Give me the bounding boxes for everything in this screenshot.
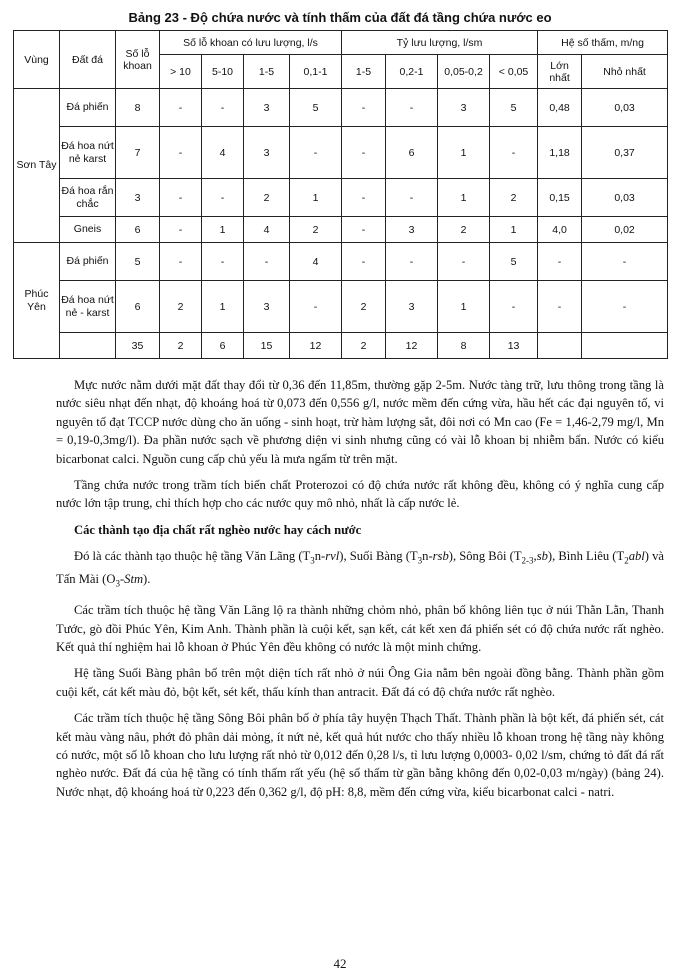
value-cell: 1	[490, 217, 538, 243]
value-cell: 8	[116, 89, 160, 127]
value-cell: 3	[244, 281, 290, 333]
value-cell: 1	[438, 179, 490, 217]
value-cell: 2	[438, 217, 490, 243]
total-cell: 6	[202, 333, 244, 359]
value-cell: 5	[290, 89, 342, 127]
rock-cell: Gneis	[60, 217, 116, 243]
value-cell: 3	[386, 217, 438, 243]
value-cell: -	[160, 89, 202, 127]
header-flow-sub: 1-5	[244, 55, 290, 89]
total-cell: 2	[342, 333, 386, 359]
value-cell: -	[342, 243, 386, 281]
value-cell: -	[342, 127, 386, 179]
value-cell: 7	[116, 127, 160, 179]
header-flow-sub: 5-10	[202, 55, 244, 89]
value-cell: -	[342, 217, 386, 243]
value-cell: -	[290, 281, 342, 333]
data-table	[13, 30, 668, 359]
value-cell: 3	[116, 179, 160, 217]
value-cell: 4	[202, 127, 244, 179]
value-cell: -	[160, 243, 202, 281]
value-cell: -	[582, 281, 668, 333]
value-cell: -	[490, 281, 538, 333]
value-cell: -	[582, 243, 668, 281]
table-row	[14, 89, 668, 127]
value-cell: 2	[342, 281, 386, 333]
header-flow-sub: 0,1-1	[290, 55, 342, 89]
header-flow-sub: > 10	[160, 55, 202, 89]
paragraph-formations: Đó là các thành tạo thuộc hệ tầng Văn Lãng $(T_3n-rvl)$, Suối Bàng $(T_3n-rsb)$, Sông Bôi $(T_{2-3},sb)$, Bình Liêu $(T_2abl)$ và Tấn Mài $(O_3-Stm)$.	[56, 549, 665, 589]
table-row	[14, 281, 668, 333]
value-cell: -	[342, 89, 386, 127]
value-cell: 6	[116, 281, 160, 333]
value-cell: -	[202, 179, 244, 217]
total-cell	[538, 333, 582, 359]
header-specific-sub: 0,2-1	[386, 55, 438, 89]
value-cell: 0,03	[582, 89, 668, 127]
rock-cell: Đá hoa nứt nẻ - karst	[60, 281, 116, 333]
total-cell: 12	[386, 333, 438, 359]
paragraph: Hệ tầng Suối Bàng phân bố trên một diện tích rất nhỏ ở núi Ông Gia nằm bên ngoài đồng bằng. Thành phần gồm cuội kết, cát kết màu đỏ, bột kết, sét kết, thấu kính than antracit. Đất đá có độ chứa nước rất nghèo.	[56, 666, 664, 699]
value-cell: 2	[160, 281, 202, 333]
value-cell: -	[538, 281, 582, 333]
value-cell: 0,02	[582, 217, 668, 243]
table-row	[14, 179, 668, 217]
rock-cell: Đá phiến	[60, 89, 116, 127]
paragraph: Tầng chứa nước trong trầm tích biến chất Proterozoi có độ chứa nước rất không đều, không có ý nghĩa cung cấp nước lớn tập trung, chỉ thích hợp cho các nước quy mô nhỏ, nhất là cấp nước lẻ.	[56, 478, 664, 511]
value-cell: 5	[490, 243, 538, 281]
value-cell: 2	[490, 179, 538, 217]
value-cell: 1	[438, 281, 490, 333]
value-cell: 5	[116, 243, 160, 281]
value-cell: -	[386, 179, 438, 217]
value-cell: 3	[386, 281, 438, 333]
paragraph: Các trầm tích thuộc hệ tầng Văn Lãng lộ ra thành những chỏm nhỏ, phân bố không liên tục ở núi Thằn Lằn, Thanh Tước, gò đồi Phúc Yên, Kim Anh. Thành phần là cuội kết, sạn kết, cát kết xen đá phiến sét có độ chứa nước rất nghèo. Kết quả thí nghiệm hai lỗ khoan ở Phúc Yên đều không có nước là một minh chứng.	[56, 603, 664, 654]
paragraph: Các trầm tích thuộc hệ tầng Sông Bôi phân bố ở phía tây huyện Thạch Thất. Thành phần là bột kết, đá phiến sét, cát kết màu vàng nâu, phớt đỏ phân dải mỏng, ít nứt nẻ, kết quả hút nước cho thấy nhiều lỗ khoan trong hệ tầng này không có nước, một số lỗ khoan cho lưu lượng rất nhỏ từ 0,012 đến 0,28 l/s, tỉ lưu lượng 0,0003- 0,02 l/sm, chứng tỏ đất đá rất nghèo nước. Đất đá của hệ tầng có tính thấm rất yếu (hệ số thấm từ gần bằng không đến 0,02-0,03 m/ngày) (bảng 24). Nước nhạt, độ khoáng hoá từ 0,223 đến 0,362 g/l, độ pH: 8,8, mềm đến cứng vừa, kiểu bicarbonat calci - natri.	[56, 711, 664, 799]
header-region: Vùng	[14, 31, 60, 89]
rock-cell: Đá hoa nứt nẻ karst	[60, 127, 116, 179]
value-cell: 6	[386, 127, 438, 179]
value-cell: 2	[244, 179, 290, 217]
value-cell: 3	[244, 127, 290, 179]
value-cell: 0,37	[582, 127, 668, 179]
region-cell: Sơn Tây	[14, 89, 60, 243]
header-perm-group: Hệ số thấm, m/ng	[538, 31, 668, 55]
value-cell: 6	[116, 217, 160, 243]
header-specific-group: Tỷ lưu lượng, l/sm	[342, 31, 538, 55]
value-cell: 4	[290, 243, 342, 281]
value-cell: 4	[244, 217, 290, 243]
header-borehole-count: Số lỗ khoan	[116, 31, 160, 89]
value-cell: 1	[202, 217, 244, 243]
region-cell: Phúc Yên	[14, 243, 60, 359]
total-cell: 13	[490, 333, 538, 359]
section-heading: Các thành tạo địa chất rất nghèo nước hay cách nước	[74, 522, 362, 537]
table-row	[14, 243, 668, 281]
value-cell: -	[438, 243, 490, 281]
value-cell: -	[202, 89, 244, 127]
table-row	[14, 217, 668, 243]
value-cell: -	[244, 243, 290, 281]
header-flow-group: Số lỗ khoan có lưu lượng, l/s	[160, 31, 342, 55]
total-cell	[582, 333, 668, 359]
value-cell: 0,03	[582, 179, 668, 217]
value-cell: -	[342, 179, 386, 217]
body-text	[56, 376, 664, 809]
rock-cell: Đá phiến	[60, 243, 116, 281]
total-cell: 15	[244, 333, 290, 359]
value-cell: -	[160, 217, 202, 243]
table-caption: Bảng 23 - Độ chứa nước và tính thấm của đất đá tầng chứa nước eo	[128, 10, 552, 25]
header-specific-sub: 1-5	[342, 55, 386, 89]
value-cell: -	[290, 127, 342, 179]
value-cell: 2	[290, 217, 342, 243]
value-cell: 4,0	[538, 217, 582, 243]
value-cell: -	[160, 179, 202, 217]
value-cell: 0,15	[538, 179, 582, 217]
value-cell: 1,18	[538, 127, 582, 179]
total-cell: 8	[438, 333, 490, 359]
paragraph: Mực nước nằm dưới mặt đất thay đổi từ 0,36 đến 11,85m, thường gặp 2-5m. Nước tàng trữ, lưu thông trong tầng là nước siêu nhạt đến nhạt, độ khoáng hoá từ 0,073 đến 0,556 g/l, nước mềm đến cứng vừa, hầu hết các đại nguyên tố, vi nguyên tố đạt TCCP nước dùng cho ăn uống - sinh hoạt, trừ hàm lượng sắt, đôi nơi có Mn cao (Fe = 1,46-2,79 mg/l, Mn = 0,19-0,3mg/l). Đa phần nước sạch về phương diện vi sinh nhưng cũng có vài lỗ khoan bị nhiễm bẩn. Nước có kiểu bicarbonat calci. Nguồn cung cấp chủ yếu là mưa ngấm từ trên mặt.	[56, 378, 664, 466]
value-cell: -	[386, 243, 438, 281]
value-cell: -	[538, 243, 582, 281]
value-cell: 1	[290, 179, 342, 217]
header-perm-sub: Lớn nhất	[538, 55, 582, 89]
total-cell: 12	[290, 333, 342, 359]
page-number: 42	[333, 956, 347, 971]
total-cell: 2	[160, 333, 202, 359]
value-cell: 1	[438, 127, 490, 179]
table-row	[14, 127, 668, 179]
value-cell: 1	[202, 281, 244, 333]
value-cell: 5	[490, 89, 538, 127]
header-row-1	[14, 31, 668, 55]
value-cell: -	[202, 243, 244, 281]
header-rock: Đất đá	[60, 31, 116, 89]
value-cell: 0,48	[538, 89, 582, 127]
total-row	[14, 333, 668, 359]
value-cell: 3	[438, 89, 490, 127]
header-specific-sub: < 0,05	[490, 55, 538, 89]
rock-cell: Đá hoa rắn chắc	[60, 179, 116, 217]
total-cell: 35	[116, 333, 160, 359]
header-perm-sub: Nhỏ nhất	[582, 55, 668, 89]
value-cell: -	[490, 127, 538, 179]
value-cell: 3	[244, 89, 290, 127]
value-cell: -	[160, 127, 202, 179]
rock-cell	[60, 333, 116, 359]
header-specific-sub: 0,05-0,2	[438, 55, 490, 89]
value-cell: -	[386, 89, 438, 127]
